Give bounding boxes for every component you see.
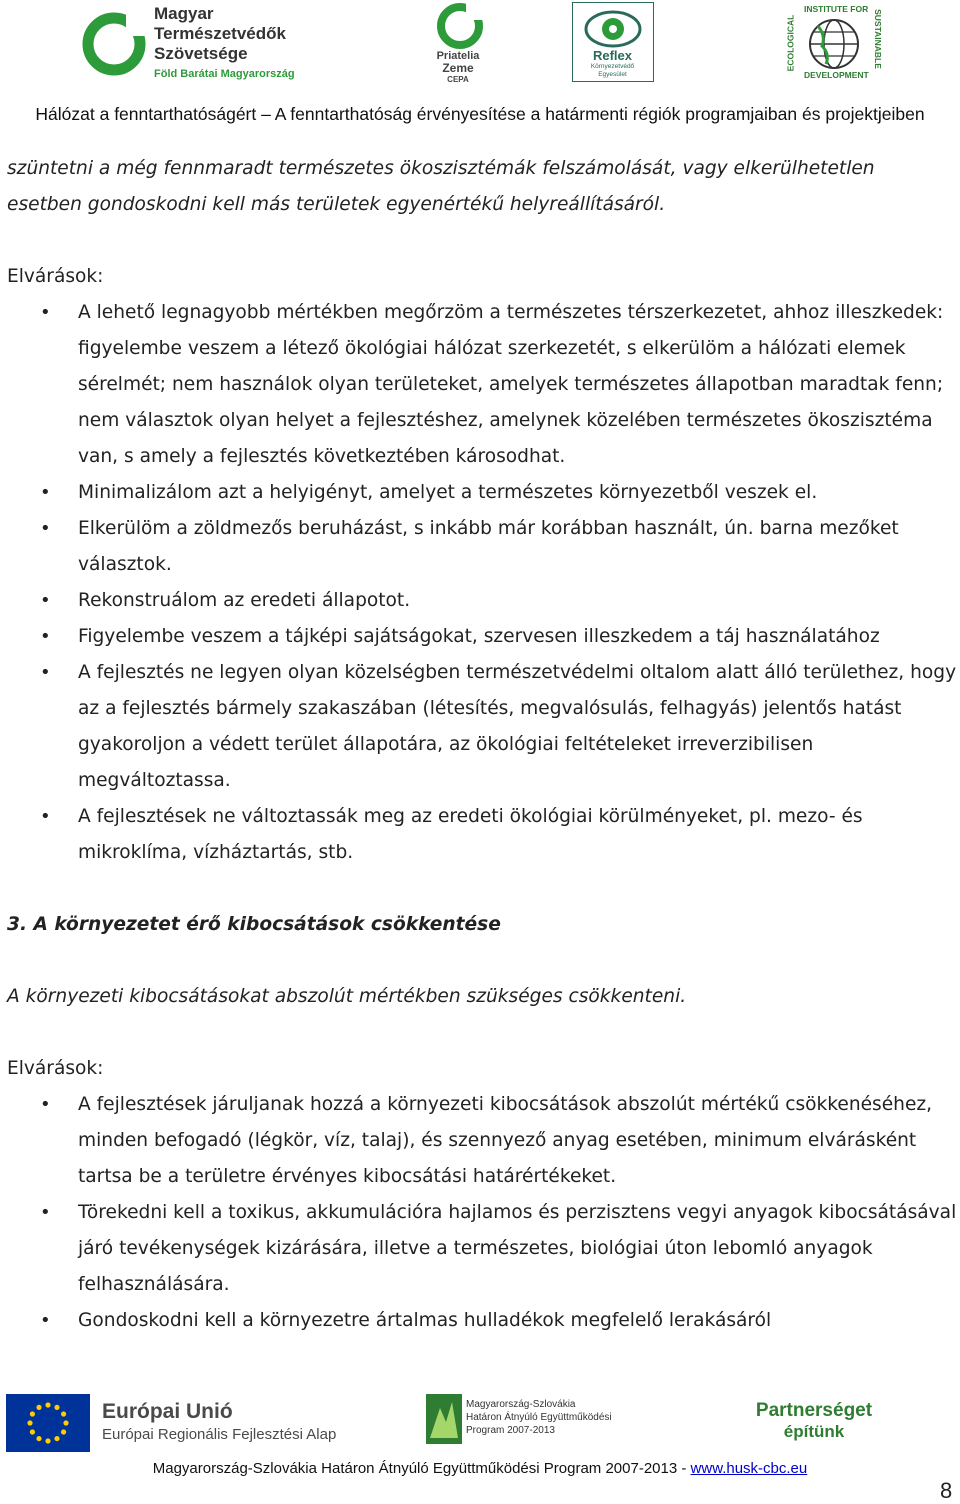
intro-line-1: szüntetni a még fennmaradt természetes ökoszisztémák felszámolását, vagy elkerülhetetlen — [7, 158, 875, 179]
section-heading: 3. A környezetet érő kibocsátások csökkentése — [7, 914, 501, 935]
section-principle: A környezeti kibocsátásokat abszolút mértékben szükséges csökkenteni. — [7, 986, 687, 1007]
partnership-line2: építünk — [783, 1422, 845, 1441]
eu-star-icon — [30, 1411, 35, 1416]
partnership-line1: Partnerséget — [755, 1400, 873, 1421]
eu-star-icon — [54, 1436, 59, 1441]
pz-line2: Zeme — [442, 61, 474, 75]
list-item: • Minimalizálom azt a helyigényt, amelyet a természetes környezetből veszek el. — [7, 475, 957, 511]
list-item: • Törekedni kell a toxikus, akkumulációra hajlamos és perzisztens vegyi anyagok kibocsátásával járó tevékenységek kizárására, illetve a természetes, biológiai úton lebomló anyagok felhasználására. — [7, 1195, 957, 1303]
ecological-right-text: SUSTAINABLE — [872, 9, 883, 69]
eu-star-icon — [61, 1411, 66, 1416]
pz-ring-icon — [432, 2, 488, 50]
husk-line3: Program 2007-2013 — [466, 1425, 555, 1436]
footer-logos — [0, 1388, 960, 1502]
mtvsz-tagline: Föld Barátai Magyarország — [154, 68, 295, 80]
eu-subtitle: Európai Regionális Fejlesztési Alap — [102, 1426, 337, 1443]
expectations-list-2 — [7, 1087, 957, 1339]
document-body — [7, 151, 957, 1339]
pz-line3: CEPA — [447, 75, 469, 84]
mtvsz-line1: Magyar — [154, 4, 214, 23]
husk-line2: Határon Átnyúló Együttműködési — [466, 1412, 612, 1423]
partnership-logo — [748, 1400, 880, 1442]
reflex-sub1: Környezetvédő — [590, 63, 635, 70]
globe-icon — [804, 16, 864, 72]
list-item: • Figyelembe veszem a tájképi sajátságokat, szervesen illeszkedem a táj használatához — [7, 619, 957, 655]
expectations-list-1 — [7, 295, 957, 871]
husk-icon — [426, 1394, 462, 1444]
footer-program-text — [0, 1460, 960, 1477]
eu-star-icon — [27, 1420, 32, 1425]
eu-star-icon — [45, 1402, 50, 1407]
ecological-top-text: INSTITUTE FOR — [804, 4, 869, 14]
reflex-sub2: Egyesület — [598, 71, 627, 78]
mtvsz-ring-icon — [80, 6, 146, 78]
pz-line1: Priatelia — [436, 50, 480, 62]
eu-star-icon — [36, 1436, 41, 1441]
eu-flag-icon — [6, 1394, 90, 1452]
eu-star-icon — [45, 1438, 50, 1443]
eu-star-icon — [54, 1405, 59, 1410]
eu-star-icon — [61, 1429, 66, 1434]
eu-star-icon — [63, 1420, 68, 1425]
mtvsz-line2: Természetvédők — [154, 24, 286, 43]
ecological-left-text: ECOLOGICAL — [785, 14, 796, 72]
reflex-logo — [572, 2, 654, 82]
header-title: Hálózat a fenntarthatóságért – A fenntarthatóság érvényesítése a határmenti régiók programjaiban és projektjeiben — [35, 104, 925, 124]
list-item: • Gondoskodni kell a környezetre ártalmas hulladékok megfelelő lerakásáról — [7, 1303, 957, 1339]
ecological-institute-logo — [786, 4, 886, 84]
intro-line-2: esetben gondoskodni kell más területek egyenértékű helyreállításáról. — [7, 194, 666, 215]
priatelia-zeme-logo — [430, 2, 490, 86]
list-item: • Rekonstruálom az eredeti állapotot. — [7, 583, 957, 619]
mtvsz-logo — [80, 4, 320, 84]
husk-link[interactable]: www.husk-cbc.eu — [690, 1460, 808, 1477]
list-item: • A fejlesztések járuljanak hozzá a környezeti kibocsátások abszolút mértékű csökkenéséhez, minden befogadó (légkör, víz, talaj), és szennyező anyag esetében, minimum elvárásként tartsa be a területre érvényes kibocsátási határértékeket. — [7, 1087, 957, 1195]
list-item: • A fejlesztések ne változtassák meg az eredeti ökológiai körülményeket, pl. mezo- és mikroklíma, vízháztartás, stb. — [7, 799, 957, 871]
list-item: • Elkerülöm a zöldmezős beruházást, s inkább már korábban használt, ún. barna mezőket választok. — [7, 511, 957, 583]
list-item: • A lehető legnagyobb mértékben megőrzöm a természetes térszerkezetet, ahhoz illeszkedek: figyelembe veszem a létező ökológiai hálózat szerkezetét, s elkerülöm a hálózati elemek sérelmét; nem használok olyan területeket, amelyek természetes állapotban maradtak fenn; nem választok olyan helyet a fejlesztéshez, amelynek közelében természetes ökoszisztéma van, s amely a fejlesztés következtében károsodhat. — [7, 295, 957, 475]
ecological-bottom-text: DEVELOPMENT — [804, 70, 869, 80]
expectations-label-2: Elvárások: — [7, 1058, 104, 1079]
eu-star-icon — [36, 1405, 41, 1410]
eu-title: Európai Unió — [102, 1400, 233, 1423]
expectations-label-1: Elvárások: — [7, 266, 104, 287]
program-text: Magyarország-Szlovákia Határon Átnyúló Együttműködési Program 2007-2013 - — [152, 1460, 691, 1477]
husk-line1: Magyarország-Szlovákia — [466, 1399, 576, 1410]
reflex-name: Reflex — [592, 48, 633, 63]
header-logos — [0, 0, 960, 92]
list-item: • A fejlesztés ne legyen olyan közelségben természetvédelmi oltalom alatt álló területhez, hogy az a fejlesztés bármely szakaszában (létesítés, megvalósulás, felhagyás) jelentős hatást gyakoroljon a védett terület állapotára, az ökológiai feltételeket irreverzibilisen megváltoztassa. — [7, 655, 957, 799]
mtvsz-line3: Szövetsége — [154, 44, 248, 63]
reflex-eye-icon — [583, 7, 643, 51]
eu-star-icon — [30, 1429, 35, 1434]
page-number: 8 — [940, 1478, 953, 1503]
